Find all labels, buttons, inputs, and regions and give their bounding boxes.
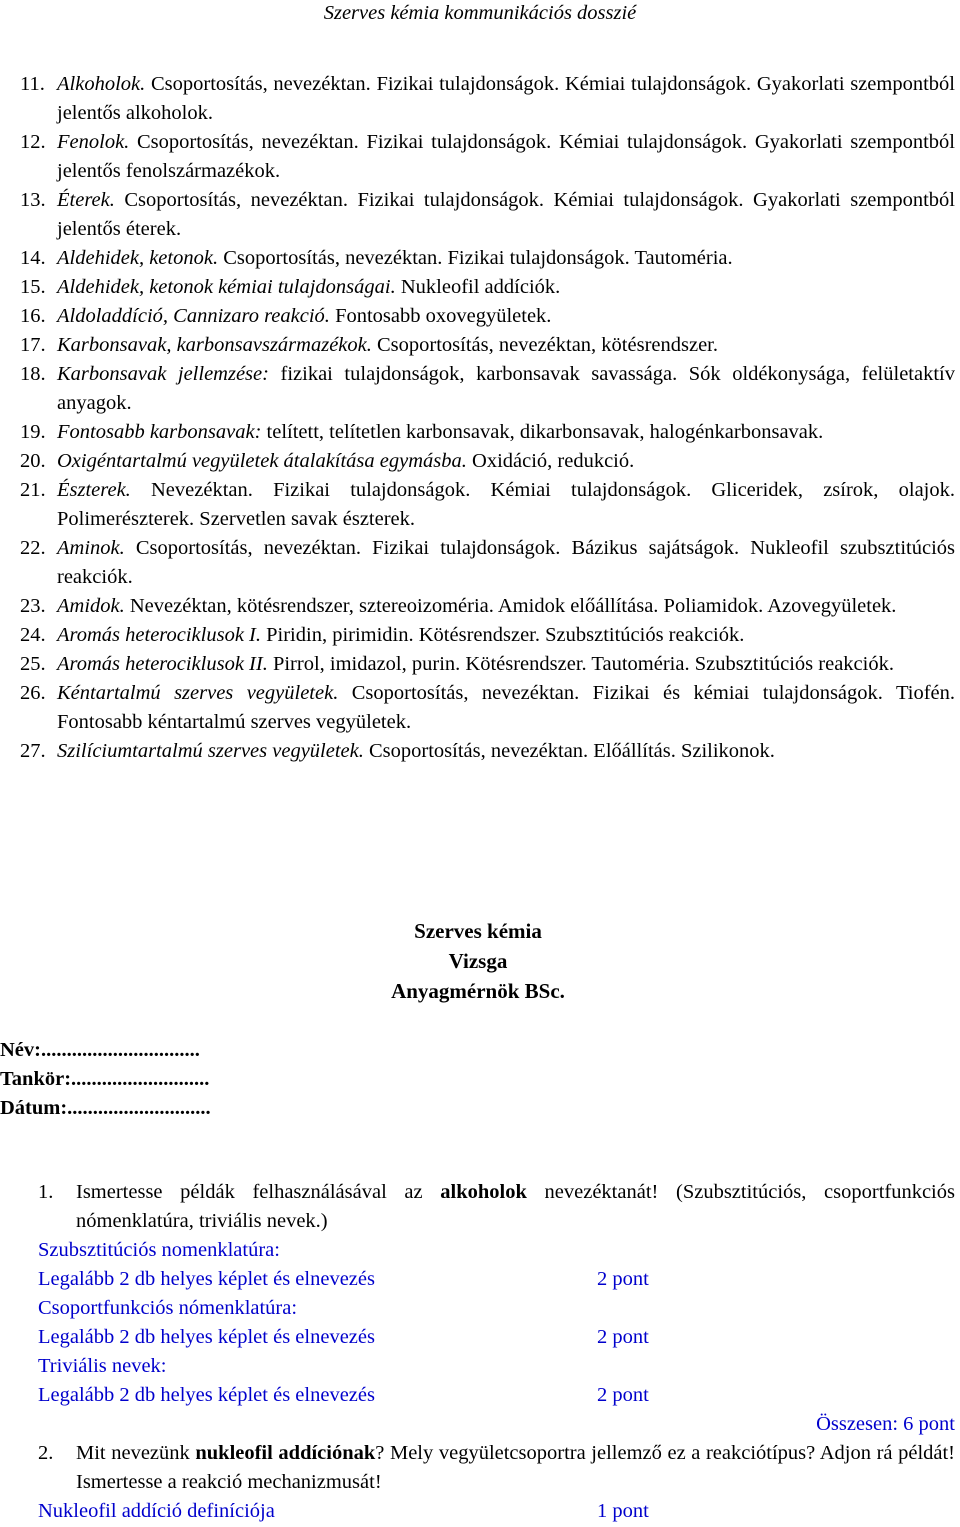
topic-number: 27. [20, 740, 46, 762]
topic-text: Csoportosítás, nevezéktan. Fizikai és kémiai tulajdonságok. Tiofén. Fontosabb kéntartalmú szerves vegyületek. [57, 682, 955, 733]
exam-type: Vizsga [448, 949, 508, 973]
topic-item [0, 737, 960, 766]
topic-item [0, 476, 960, 534]
grading-heading-text: Triviális nevek: [38, 1355, 167, 1377]
topic-title: Aromás heterociklusok II. [57, 653, 268, 675]
topic-number: 21. [20, 479, 46, 501]
topic-title: Amidok. [57, 595, 125, 617]
question-text: Ismertesse példák felhasználásával az [76, 1181, 441, 1203]
topic-title: Fontosabb karbonsavak: [57, 421, 262, 443]
topic-number: 11. [20, 73, 45, 95]
grading-criterion [0, 1381, 960, 1410]
criterion-points: 2 pont [597, 1384, 649, 1406]
topic-title: Aldoladdíció, Cannizaro reakció. [57, 305, 330, 327]
topic-title: Szilíciumtartalmú szerves vegyületek. [57, 740, 364, 762]
topic-number: 17. [20, 334, 46, 356]
topic-item [0, 679, 960, 737]
criterion-points: 1 pont [597, 1500, 649, 1522]
topic-text: telített, telítetlen karbonsavak, dikarbonsavak, halogénkarbonsavak. [261, 421, 824, 443]
criterion-text: Legalább 2 db helyes képlet és elnevezés [38, 1326, 375, 1348]
page-header: Szerves kémia kommunikációs dosszié [323, 2, 637, 24]
topic-item [0, 447, 960, 476]
topic-item [0, 418, 960, 447]
topic-list [0, 70, 960, 766]
exam-questions [0, 1178, 960, 1526]
topic-item [0, 360, 960, 418]
topic-text: Csoportosítás, nevezéktan. Fizikai tulajdonságok. Kémiai tulajdonságok. Gyakorlati szempontból jelentős éterek. [57, 189, 955, 240]
criterion-text: Legalább 2 db helyes képlet és elnevezés [38, 1268, 375, 1290]
topic-number: 14. [20, 247, 46, 269]
topic-title: Oxigéntartalmú vegyületek átalakítása egymásba. [57, 450, 467, 472]
topic-text: Csoportosítás, nevezéktan. Előállítás. Szilikonok. [363, 740, 775, 762]
topic-number: 25. [20, 653, 46, 675]
exam-program: Anyagmérnök BSc. [391, 979, 565, 1003]
topic-title: Fenolok. [57, 131, 130, 153]
topic-item [0, 244, 960, 273]
question-number: 2. [38, 1442, 54, 1464]
question-total: Összesen: 6 pont [816, 1413, 955, 1435]
topic-text: Piridin, pirimidin. Kötésrendszer. Szubsztitúciós reakciók. [261, 624, 745, 646]
topic-text: Csoportosítás, nevezéktan. Fizikai tulajdonságok. Kémiai tulajdonságok. Gyakorlati szempontból jelentős fenolszármazékok. [57, 131, 955, 182]
topic-title: Aromás heterociklusok I. [57, 624, 261, 646]
grading-criterion [0, 1323, 960, 1352]
topic-item [0, 534, 960, 592]
question-number: 1. [38, 1181, 54, 1203]
grading-heading [0, 1236, 960, 1265]
topic-number: 19. [20, 421, 46, 443]
topic-item [0, 273, 960, 302]
topic-text: fizikai tulajdonságok, karbonsavak savassága. Sók oldékonysága, felületaktív anyagok. [57, 363, 955, 414]
topic-item [0, 70, 960, 128]
name-field[interactable]: Név:............................... [0, 1039, 200, 1061]
topic-item [0, 621, 960, 650]
grading-heading-text: Csoportfunkciós nómenklatúra: [38, 1297, 298, 1319]
topic-text: Fontosabb oxovegyületek. [329, 305, 552, 327]
question-text: ? Mely vegyületcsoportra jellemző ez a reakciótípus? Adjon rá példát! Ismertesse a reakció mechanizmusát! [76, 1442, 956, 1493]
topic-title: Aminok. [57, 537, 125, 559]
group-field[interactable]: Tankör:........................... [0, 1068, 210, 1090]
grading-heading-text: Szubsztitúciós nomenklatúra: [38, 1239, 280, 1261]
question-keyword: alkoholok [440, 1181, 527, 1203]
grading-criterion [0, 1265, 960, 1294]
topic-number: 26. [20, 682, 46, 704]
topic-item [0, 186, 960, 244]
criterion-text: Nukleofil addíció definíciója [38, 1500, 275, 1522]
topic-text: Nevezéktan. Fizikai tulajdonságok. Kémiai tulajdonságok. Gliceridek, zsírok, olajok. Polimerészterek. Szervetlen savak észterek. [57, 479, 955, 530]
question-2 [0, 1439, 960, 1497]
criterion-points: 2 pont [597, 1326, 649, 1348]
topic-text: Nevezéktan, kötésrendszer, sztereoizoméria. Amidok előállítása. Poliamidok. Azovegyületek. [124, 595, 897, 617]
topic-item [0, 650, 960, 679]
topic-number: 24. [20, 624, 46, 646]
topic-text: Csoportosítás, nevezéktan. Fizikai tulajdonságok. Kémiai tulajdonságok. Gyakorlati szempontból jelentős alkoholok. [57, 73, 955, 124]
topic-text: Pirrol, imidazol, purin. Kötésrendszer. Tautoméria. Szubsztitúciós reakciók. [267, 653, 894, 675]
criterion-text: Legalább 2 db helyes képlet és elnevezés [38, 1384, 375, 1406]
question-text: nevezéktanát! (Szubsztitúciós, csoportfunkciós nómenklatúra, triviális nevek.) [76, 1181, 955, 1232]
topic-text: Nukleofil addíciók. [395, 276, 561, 298]
topic-text: Csoportosítás, nevezéktan. Fizikai tulajdonságok. Tautoméria. [218, 247, 733, 269]
topic-item [0, 331, 960, 360]
criterion-points: 2 pont [597, 1268, 649, 1290]
topic-title: Karbonsavak, karbonsavszármazékok. [57, 334, 372, 356]
exam-title-block [0, 916, 956, 1006]
topic-number: 22. [20, 537, 46, 559]
topic-title: Éterek. [57, 189, 115, 211]
topic-text: Csoportosítás, nevezéktan, kötésrendszer. [371, 334, 719, 356]
topic-number: 16. [20, 305, 46, 327]
topic-title: Karbonsavak jellemzése: [57, 363, 269, 385]
question-1 [0, 1178, 960, 1236]
topic-title: Aldehidek, ketonok kémiai tulajdonságai. [57, 276, 396, 298]
question-keyword: nukleofil addíciónak [195, 1442, 376, 1464]
topic-title: Alkoholok. [57, 73, 146, 95]
topic-text: Oxidáció, redukció. [466, 450, 635, 472]
question-text: Mit nevezünk [76, 1442, 196, 1464]
topic-number: 18. [20, 363, 46, 385]
grading-heading [0, 1352, 960, 1381]
topic-number: 20. [20, 450, 46, 472]
topic-number: 13. [20, 189, 46, 211]
topic-item [0, 302, 960, 331]
topic-number: 12. [20, 131, 46, 153]
student-fields [0, 1036, 211, 1123]
topic-title: Kéntartalmú szerves vegyületek. [57, 682, 339, 704]
date-field[interactable]: Dátum:............................ [0, 1097, 211, 1119]
grading-heading [0, 1294, 960, 1323]
topic-item [0, 592, 960, 621]
grading-criterion [0, 1497, 960, 1526]
topic-title: Észterek. [57, 479, 131, 501]
exam-subject: Szerves kémia [414, 919, 542, 943]
topic-number: 23. [20, 595, 46, 617]
topic-number: 15. [20, 276, 46, 298]
topic-text: Csoportosítás, nevezéktan. Fizikai tulajdonságok. Bázikus sajátságok. Nukleofil szubsztitúciós reakciók. [57, 537, 955, 588]
topic-item [0, 128, 960, 186]
topic-title: Aldehidek, ketonok. [57, 247, 219, 269]
